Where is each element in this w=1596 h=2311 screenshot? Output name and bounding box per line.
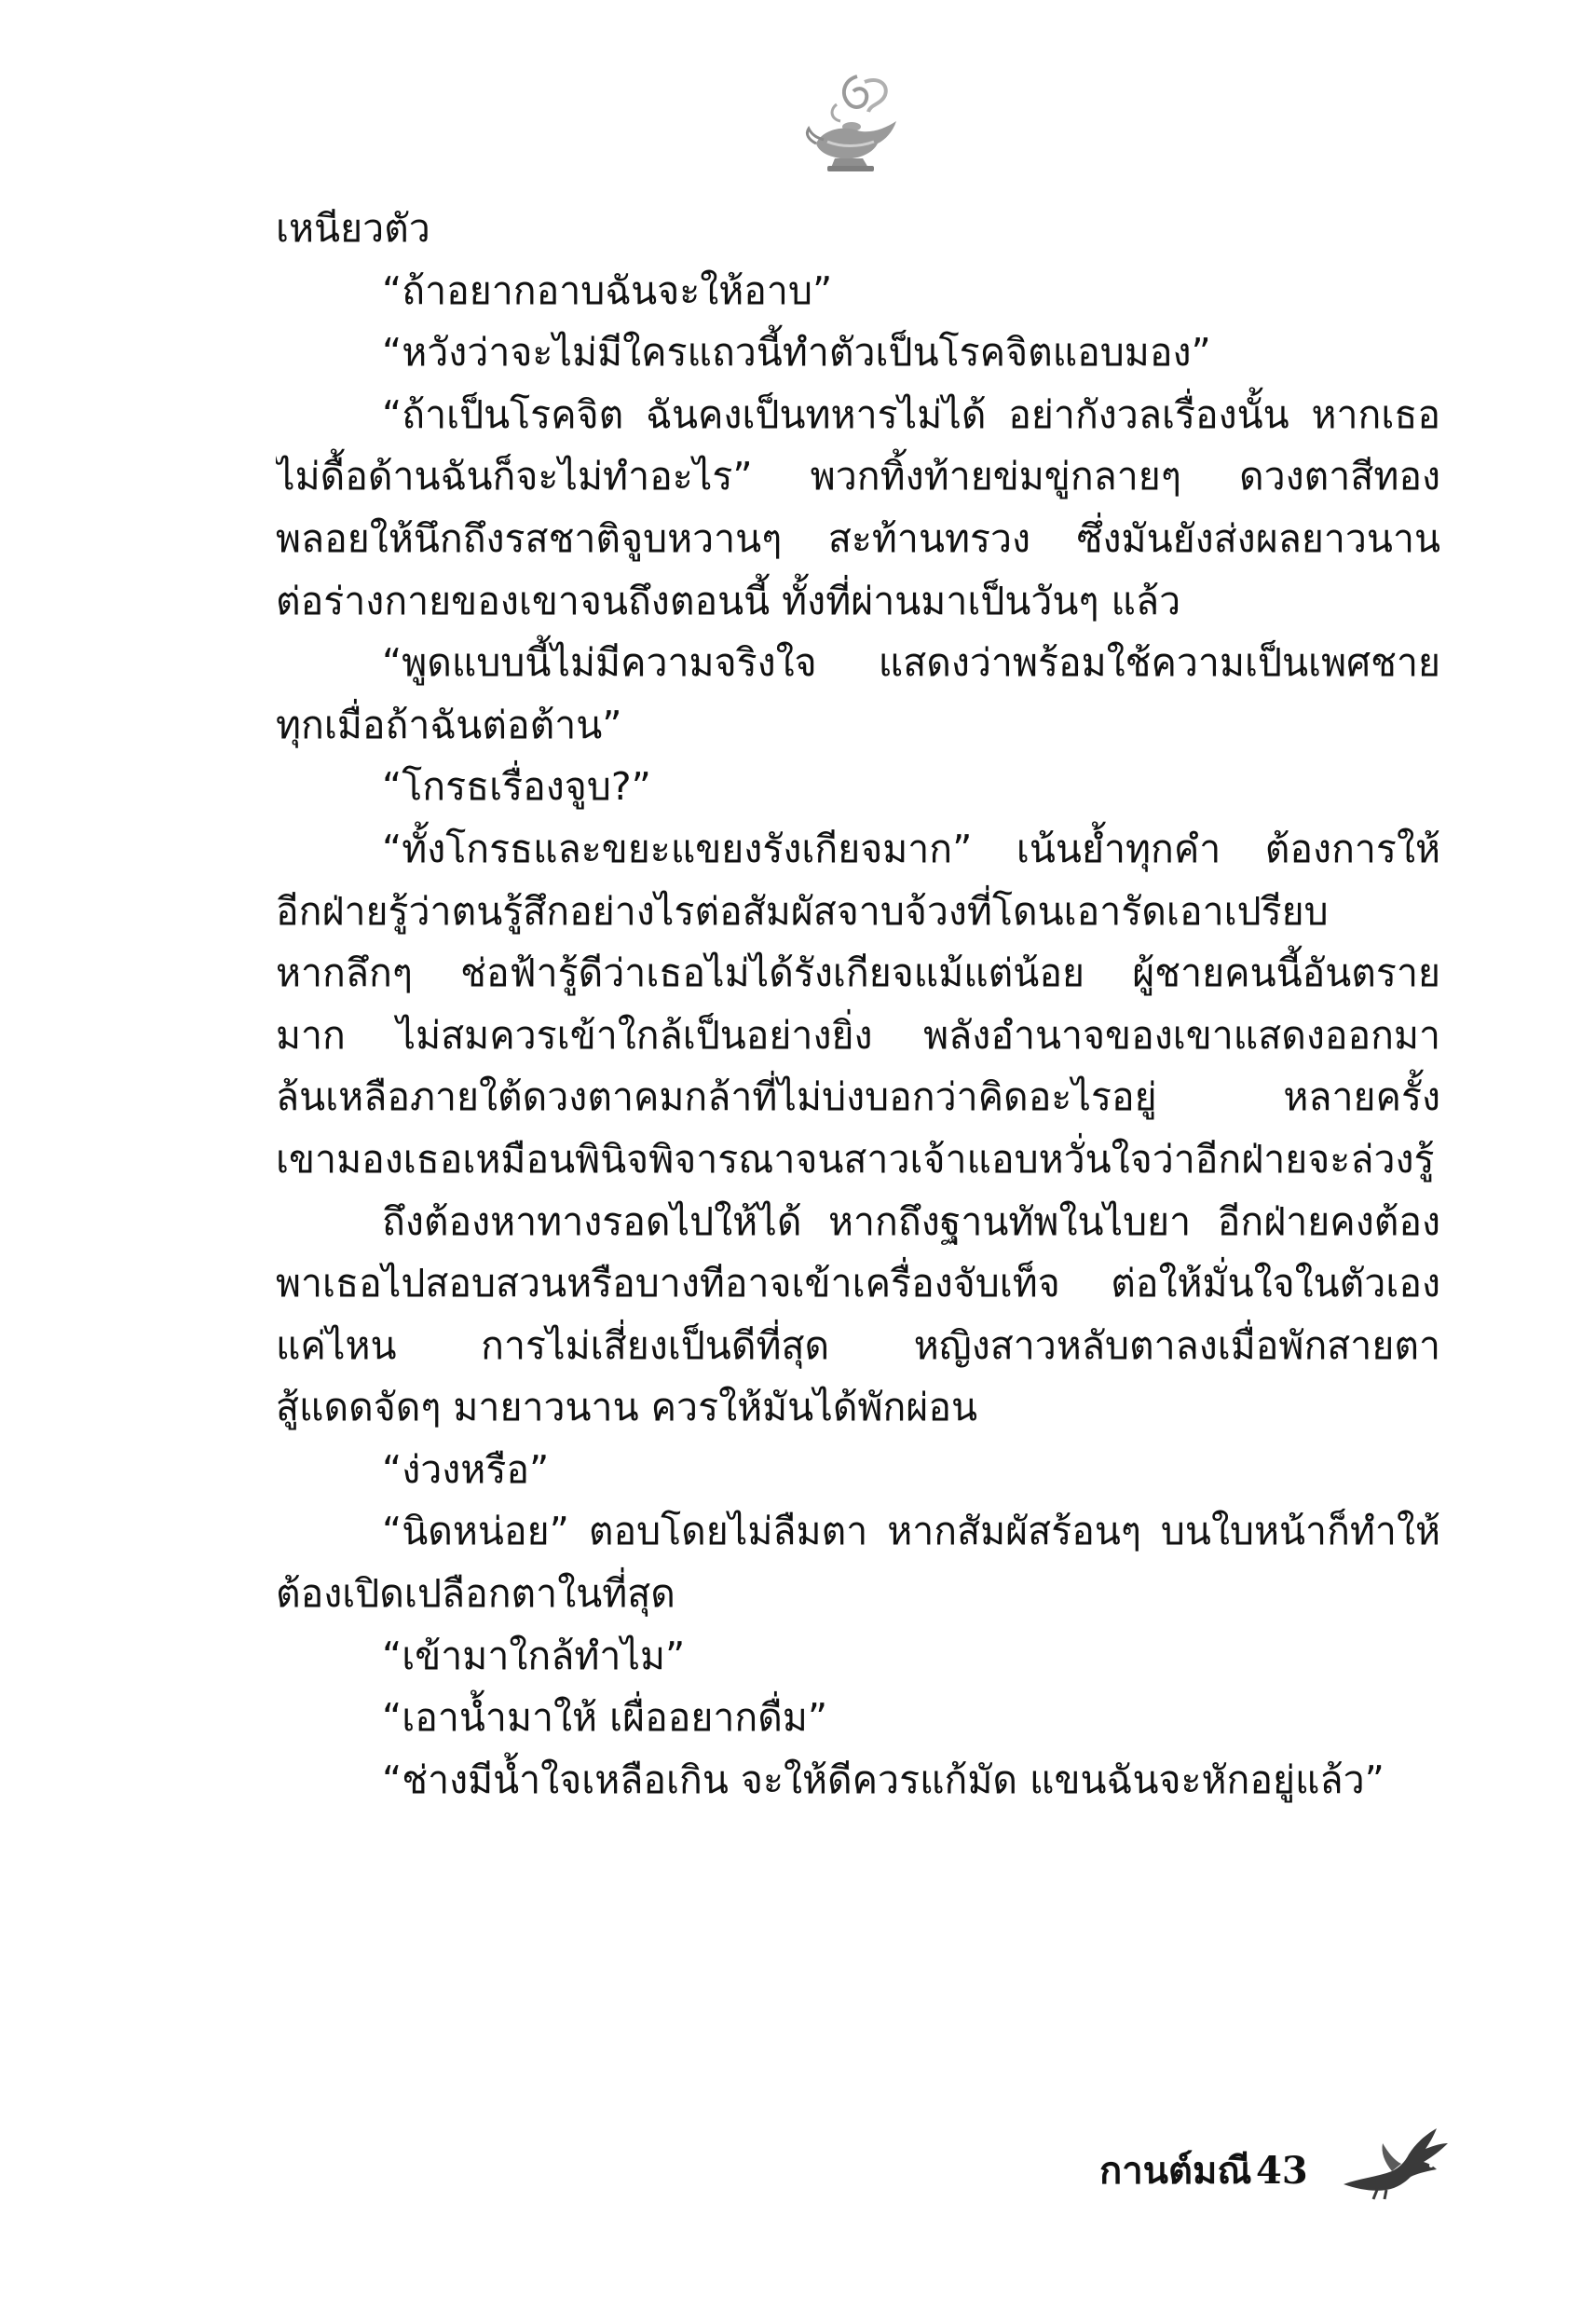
text-line: ต่อร่างกายของเขาจนถึงตอนนี้ ทั้งที่ผ่านมาเป็นวันๆ แล้ว [276, 578, 1181, 623]
text-line: ถึงต้องหาทางรอดไปให้ได้ หากถึงฐานทัพในไบยา อีกฝ่ายคงต้อง [382, 1198, 1440, 1244]
dialogue-line: “หวังว่าจะไม่มีใครแถวนี้ทำตัวเป็นโรคจิตแอบมอง” [382, 330, 1211, 376]
dialogue-line: “เอาน้ำมาให้ เผื่ออยากดื่ม” [382, 1695, 828, 1741]
text-line: ต้องเปิดเปลือกตาในที่สุด [276, 1571, 675, 1617]
text-line: อีกฝ่ายรู้ว่าตนรู้สึกอย่างไรต่อสัมผัสจาบจ้วงที่โดนเอารัดเอาเปรียบ [276, 888, 1329, 934]
book-title: กานต์มณี [1099, 2149, 1252, 2193]
dialogue-line: “ช่างมีน้ำใจเหลือเกิน จะให้ดีควรแก้มัด แขนฉันจะหักอยู่แล้ว” [382, 1757, 1385, 1802]
eagle-icon [1340, 2125, 1450, 2201]
text-line: พลอยให้นึกถึงรสชาติจูบหวานๆ สะท้านทรวง ซึ่งมันยังส่งผลยาวนาน [276, 515, 1440, 561]
text-line: ทุกเมื่อถ้าฉันต่อต้าน” [276, 702, 622, 747]
text-line: ไม่ดื้อด้านฉันก็จะไม่ทำอะไร” พวกทิ้งท้ายข่มขู่กลายๆ ดวงตาสีทอง [276, 454, 1440, 499]
page-footer [1099, 2125, 1491, 2218]
dialogue-line: “โกรธเรื่องจูบ?” [382, 764, 651, 810]
text-line: สู้แดดจัดๆ มายาวนาน ควรให้มันได้พักผ่อน [276, 1385, 977, 1430]
dialogue-line: “ถ้าอยากอาบฉันจะให้อาบ” [382, 267, 833, 313]
text-line: เขามองเธอเหมือนพินิจพิจารณาจนสาวเจ้าแอบหวั่นใจว่าอีกฝ่ายจะล่วงรู้ [276, 1136, 1435, 1182]
text-line: พาเธอไปสอบสวนหรือบางทีอาจเข้าเครื่องจับเท็จ ต่อให้มั่นใจในตัวเอง [276, 1261, 1440, 1306]
text-line: เหนียวตัว [276, 206, 430, 251]
text-line: มาก ไม่สมควรเข้าใกล้เป็นอย่างยิ่ง พลังอำนาจของเขาแสดงออกมา [276, 1012, 1440, 1058]
text-line: แค่ไหน การไม่เสี่ยงเป็นดีที่สุด หญิงสาวหลับตาลงเมื่อพักสายตา [276, 1322, 1440, 1368]
text-line: หากลึกๆ ช่อฟ้ารู้ดีว่าเธอไม่ได้รังเกียจแม้แต่น้อย ผู้ชายคนนี้อันตราย [276, 950, 1440, 996]
body-text [276, 198, 1440, 1811]
dialogue-line: “เข้ามาใกล้ทำไม” [382, 1633, 686, 1678]
page-number: 43 [1256, 2149, 1308, 2193]
text-line: ล้นเหลือภายใต้ดวงตาคมกล้าที่ไม่บ่งบอกว่าคิดอะไรอยู่ หลายครั้ง [276, 1074, 1440, 1120]
dialogue-line: “ง่วงหรือ” [382, 1446, 550, 1492]
dialogue-line: “นิดหน่อย” ตอบโดยไม่ลืมตา หากสัมผัสร้อนๆ บนใบหน้าก็ทำให้ [382, 1509, 1440, 1554]
dialogue-line: “ถ้าเป็นโรคจิต ฉันคงเป็นทหารไม่ได้ อย่ากังวลเรื่องนั้น หากเธอ [382, 391, 1440, 437]
genie-lamp-icon [799, 67, 909, 177]
dialogue-line: “พูดแบบนี้ไม่มีความจริงใจ แสดงว่าพร้อมใช้ความเป็นเพศชาย [382, 640, 1440, 686]
dialogue-line: “ทั้งโกรธและขยะแขยงรังเกียจมาก” เน้นย้ำทุกคำ ต้องการให้ [382, 826, 1440, 871]
